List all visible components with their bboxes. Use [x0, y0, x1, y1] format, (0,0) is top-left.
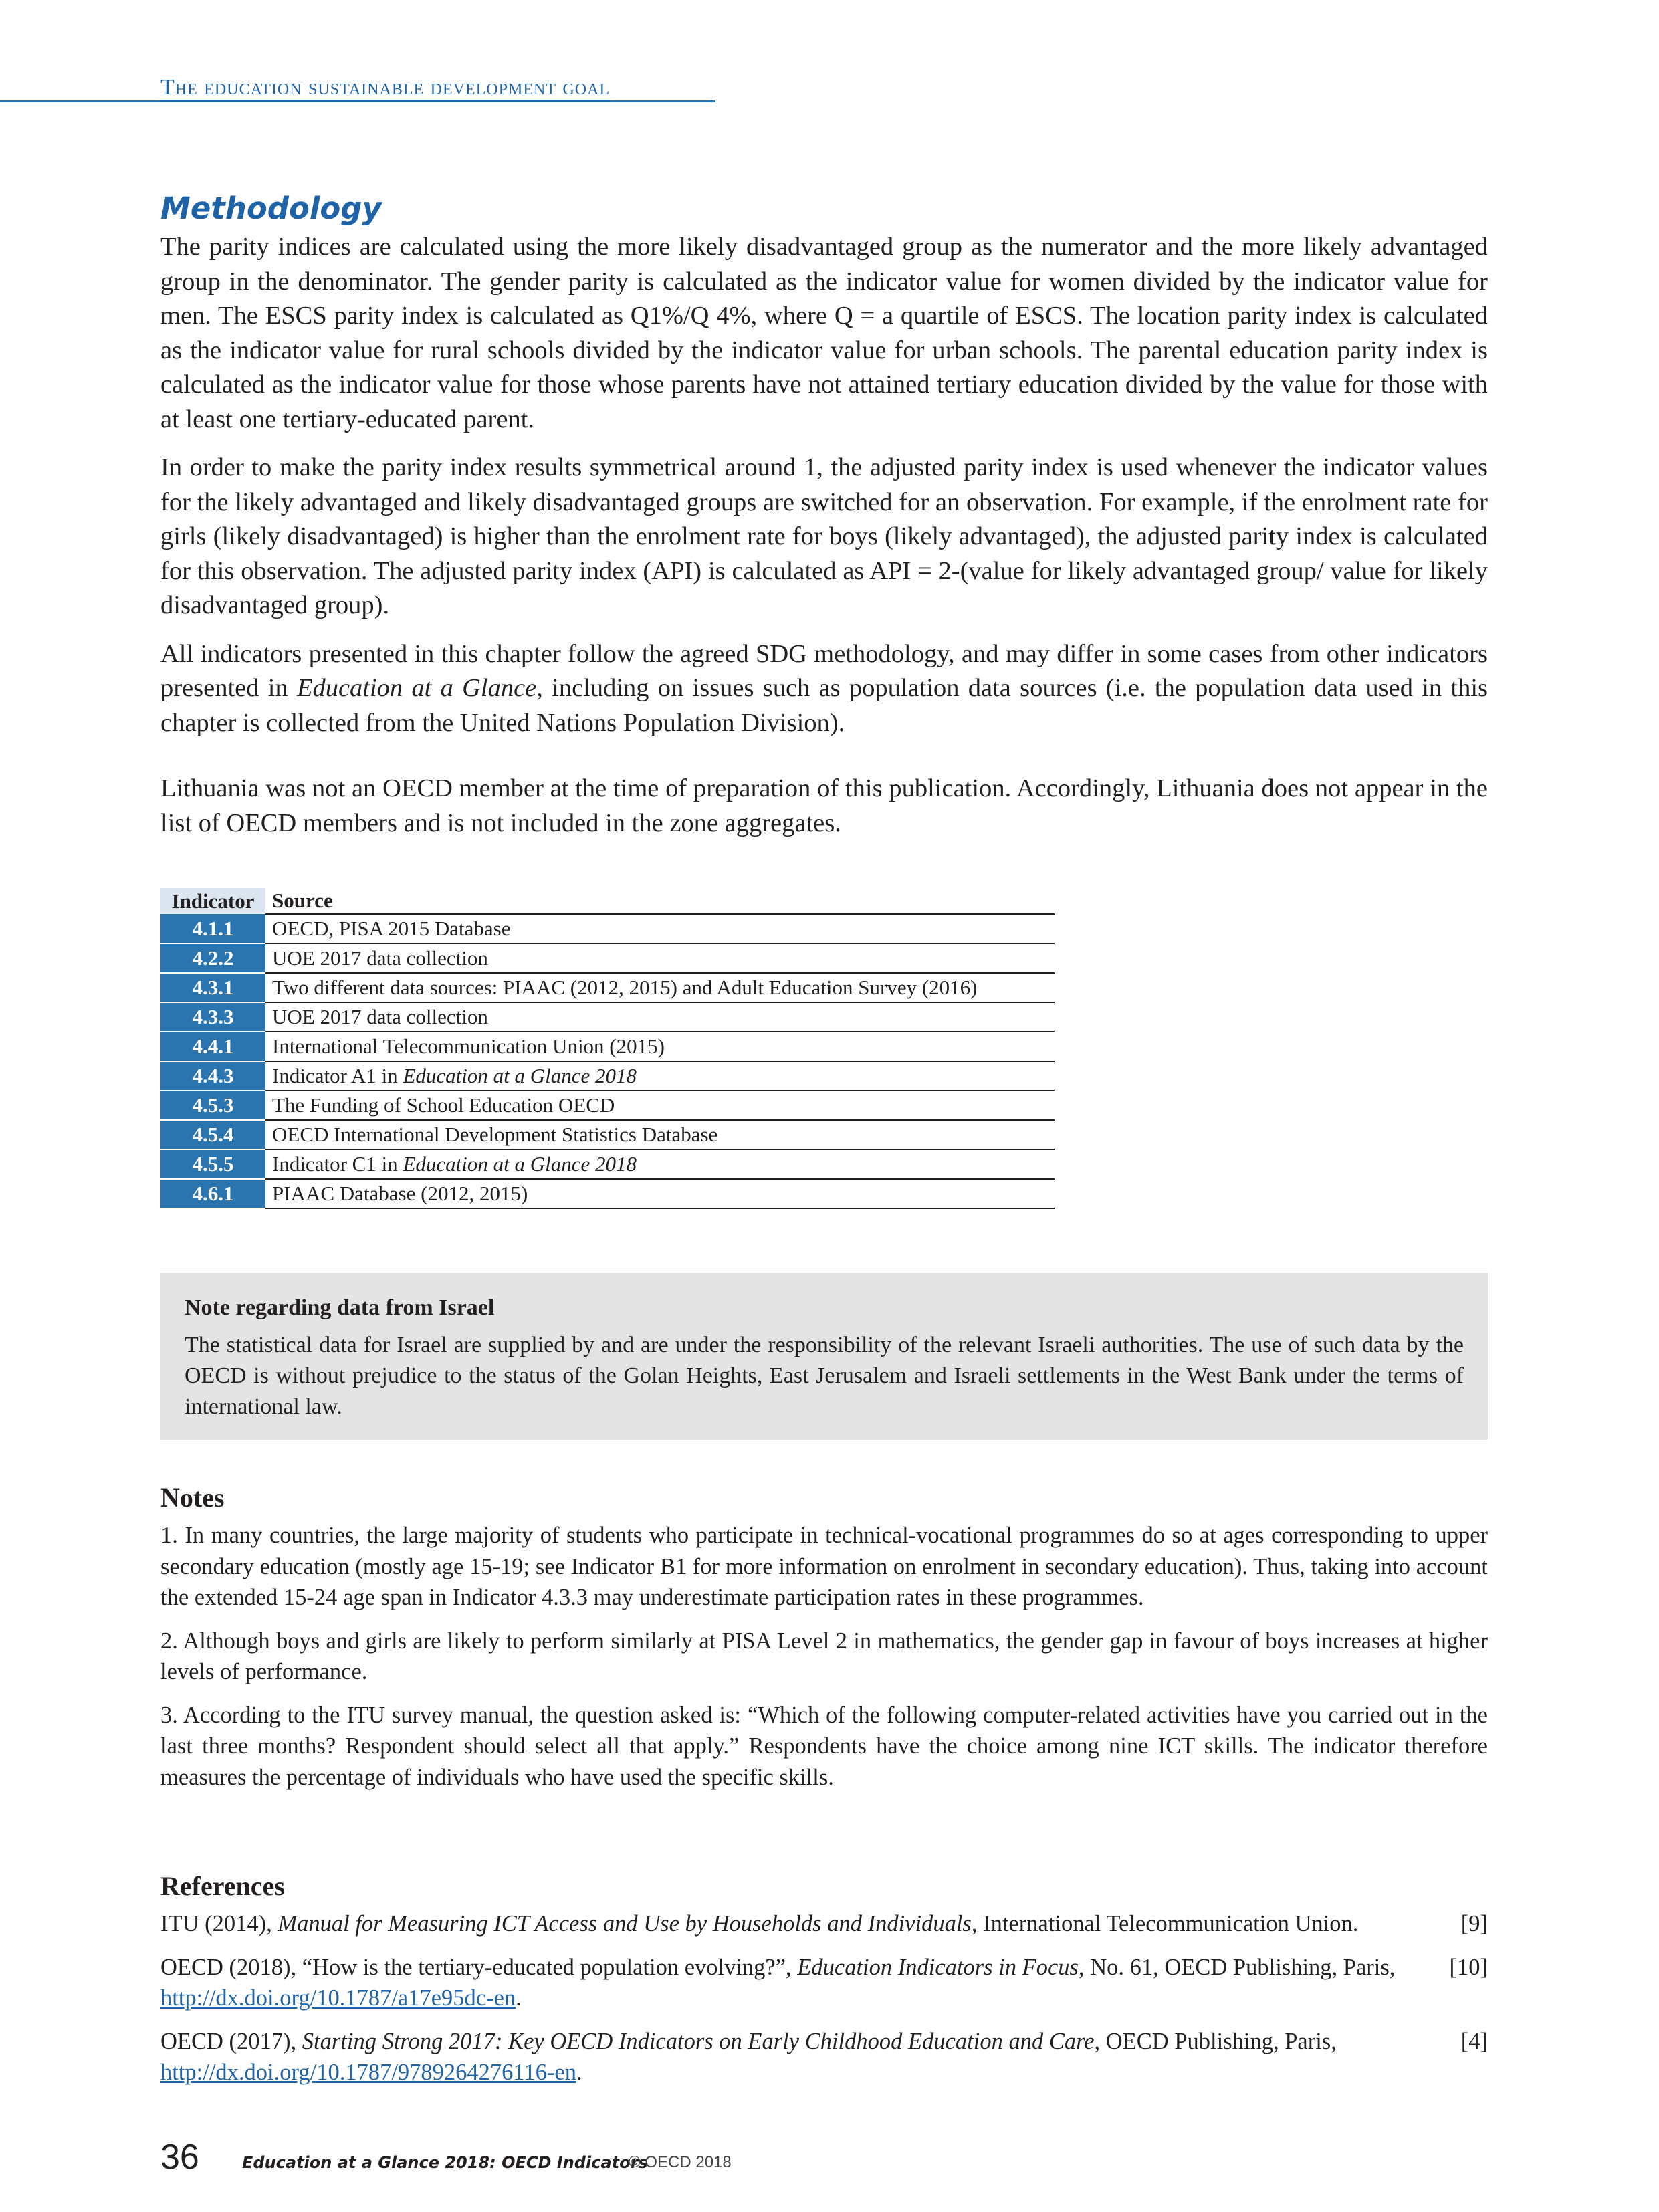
methodology-paragraph-2: In order to make the parity index results symmetrical around 1, the adjusted parity index is used whenever the indicator values for the likely advantaged and likely disadvantaged groups are switched for an observation. For example, if the enrolment rate for girls (likely disadvantaged) is higher than the enrolment rate for boys (likely advantaged), the adjusted parity index is calculated for this observation. The adjusted parity index (API) is calculated as API = 2-(value for likely advantaged group/ value for likely disadvantaged group). — [160, 453, 1488, 619]
indicator-code: 4.2.2 — [160, 944, 265, 973]
note-2: 2. Although boys and girls are likely to perform similarly at PISA Level 2 in mathematics, the gender gap in favour of boys increases at higher levels of performance. — [160, 1628, 1488, 1684]
israel-note-title: Note regarding data from Israel — [185, 1295, 495, 1320]
indicator-code: 4.4.1 — [160, 1032, 265, 1061]
header-rule — [0, 100, 715, 102]
table-header-source: Source — [265, 888, 1055, 914]
page-number: 36 — [160, 2138, 199, 2177]
indicator-code: 4.3.3 — [160, 1002, 265, 1032]
indicator-source: OECD International Development Statistics Database — [265, 1120, 1055, 1149]
methodology-paragraph-3: All indicators presented in this chapter follow the agreed SDG methodology, and may differ in some cases from other indicators presented in Education at a Glance, including on issues such as population data sources (i.e. the population data used in this chapter is collected from the United Nations Population Division). — [160, 639, 1488, 737]
indicator-source: PIAAC Database (2012, 2015) — [265, 1179, 1055, 1208]
table-row — [160, 1061, 1055, 1091]
table-header-indicator: Indicator — [160, 888, 265, 914]
reference-doi-link[interactable]: http://dx.doi.org/10.1787/a17e95dc-en — [160, 1985, 516, 2011]
table-row — [160, 1002, 1055, 1032]
publication-title: Education at a Glance 2018: OECD Indicators — [242, 2153, 648, 2172]
indicator-source: International Telecommunication Union (2015) — [265, 1032, 1055, 1061]
methodology-section — [160, 191, 1488, 841]
methodology-paragraph-4: Lithuania was not an OECD member at the time of preparation of this publication. Accordingly, Lithuania does not appear in the list of OECD members and is not included in the zone aggregates. — [160, 774, 1488, 837]
table-row — [160, 973, 1055, 1002]
methodology-paragraph-1: The parity indices are calculated using the more likely disadvantaged group as the numerator and the more likely advantaged group in the denominator. The gender parity is calculated as the indicator value for women divided by the indicator value for men. The ESCS parity index is calculated as Q1%/Q 4%, where Q = a quartile of ESCS. The location parity index is calculated as the indicator value for rural schools divided by the indicator value for urban schools. The parental education parity index is calculated as the indicator value for those whose parents have not attained tertiary education divided by the value for those with at least one tertiary-educated parent. — [160, 233, 1488, 433]
indicator-source: UOE 2017 data collection — [265, 1002, 1055, 1032]
note-3: 3. According to the ITU survey manual, the question asked is: “Which of the following computer-related activities have you carried out in the last three months? Respondent should select all that apply.” Respondents have the choice among nine ICT skills. The indicator therefore measures the percentage of individuals who have used the specific skills. — [160, 1702, 1488, 1790]
israel-note-box — [160, 1273, 1488, 1440]
table-row — [160, 1091, 1055, 1120]
reference-number: [9] — [1460, 1911, 1488, 1937]
indicator-source: Indicator C1 in Education at a Glance 2018 — [265, 1149, 1055, 1179]
reference-number: [10] — [1449, 1954, 1488, 1980]
copyright: © OECD 2018 — [629, 2153, 732, 2171]
indicator-source: The Funding of School Education OECD — [265, 1091, 1055, 1120]
indicator-source: UOE 2017 data collection — [265, 944, 1055, 973]
indicator-code: 4.4.3 — [160, 1061, 265, 1091]
references-section — [160, 1870, 1488, 2088]
reference-item: OECD (2018), “How is the tertiary-educated population evolving?”, Education Indicators in Focus, No. 61, OECD Publishing, Paris, http://dx.doi.org/10.1787/a17e95dc-en. [10] — [160, 1952, 1488, 2014]
reference-item: ITU (2014), Manual for Measuring ICT Access and Use by Households and Individuals, International Telecommunication Union. [9] — [160, 1908, 1488, 1940]
table-row — [160, 914, 1055, 944]
indicator-source: Indicator A1 in Education at a Glance 2018 — [265, 1061, 1055, 1091]
indicator-source: OECD, PISA 2015 Database — [265, 914, 1055, 944]
reference-number: [4] — [1460, 2028, 1488, 2054]
indicator-code: 4.1.1 — [160, 914, 265, 944]
indicator-source: Two different data sources: PIAAC (2012, 2015) and Adult Education Survey (2016) — [265, 973, 1055, 1002]
table-row — [160, 944, 1055, 973]
table-row — [160, 1120, 1055, 1149]
indicator-code: 4.5.4 — [160, 1120, 265, 1149]
note-1: 1. In many countries, the large majority of students who participate in technical-vocational programmes do so at ages corresponding to upper secondary education (mostly age 15-19; see Indicator B1 for more information on enrolment in secondary education). Thus, taking into account the extended 15-24 age span in Indicator 4.3.3 may underestimate participation rates in these programmes. — [160, 1523, 1488, 1610]
indicator-code: 4.5.3 — [160, 1091, 265, 1120]
running-head: The education sustainable development goal — [160, 75, 611, 100]
notes-section — [160, 1482, 1488, 1793]
table-row — [160, 1032, 1055, 1061]
reference-item: OECD (2017), Starting Strong 2017: Key OECD Indicators on Early Childhood Education and Care, OECD Publishing, Paris, http://dx.doi.org/10.1787/9789264276116-en. [4] — [160, 2026, 1488, 2088]
methodology-title: Methodology — [160, 191, 382, 226]
israel-note-text: The statistical data for Israel are supplied by and are under the responsibility of the relevant Israeli authorities. The use of such data by the OECD is without prejudice to the status of the Golan Heights, East Jerusalem and Israeli settlements in the West Bank under the terms of international law. — [185, 1333, 1464, 1419]
indicator-code: 4.5.5 — [160, 1149, 265, 1179]
table-row — [160, 1179, 1055, 1208]
reference-doi-link[interactable]: http://dx.doi.org/10.1787/9789264276116-en — [160, 2060, 576, 2085]
indicator-source-table — [160, 888, 1055, 1209]
indicator-code: 4.6.1 — [160, 1179, 265, 1208]
references-title: References — [160, 1871, 285, 1901]
notes-title: Notes — [160, 1482, 225, 1513]
table-row — [160, 1149, 1055, 1179]
indicator-code: 4.3.1 — [160, 973, 265, 1002]
page-footer — [160, 2137, 732, 2177]
